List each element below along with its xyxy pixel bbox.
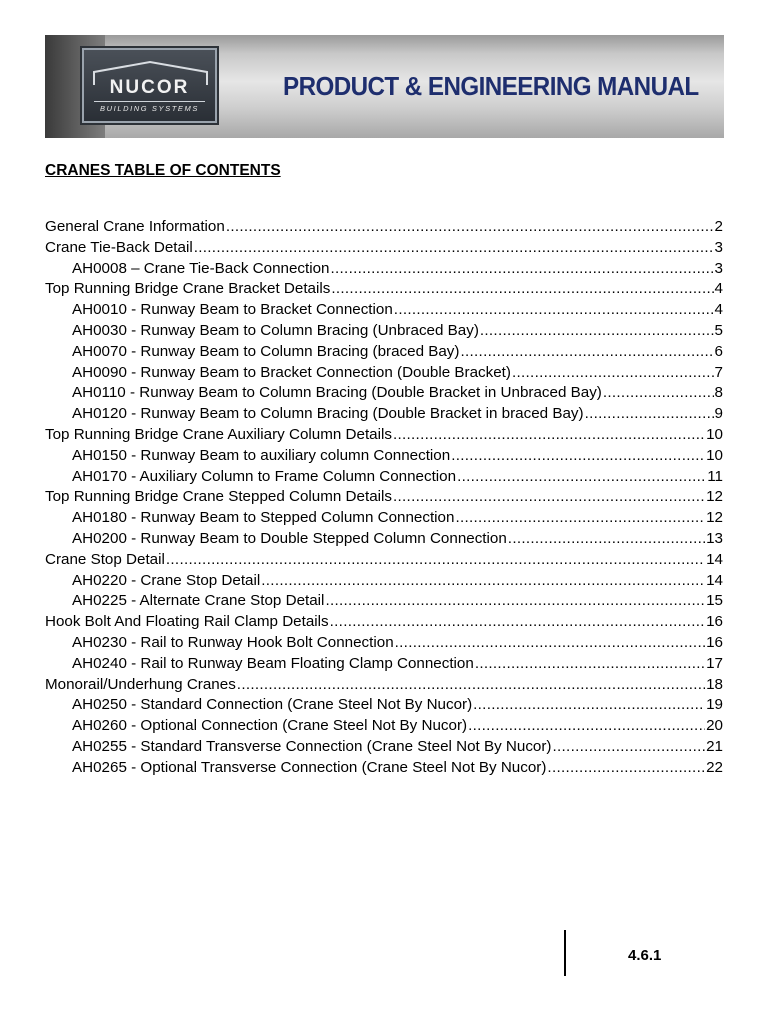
toc-entry[interactable] xyxy=(45,218,723,239)
toc-entry-page: 4 xyxy=(714,280,723,298)
toc-dot-leader xyxy=(451,447,705,464)
toc-entry-title: AH0030 - Runway Beam to Column Bracing (Unbraced Bay) xyxy=(72,321,479,339)
toc-subentry[interactable] xyxy=(45,655,723,676)
toc-entry[interactable] xyxy=(45,613,723,634)
toc-entry-page: 14 xyxy=(706,550,723,568)
toc-entry-page: 16 xyxy=(706,613,723,631)
toc-dot-leader xyxy=(237,676,705,693)
toc-entry-title: AH0008 – Crane Tie-Back Connection xyxy=(72,259,330,277)
toc-entry-page: 22 xyxy=(706,758,723,776)
toc-subentry[interactable] xyxy=(45,260,723,281)
toc-dot-leader xyxy=(460,343,713,360)
toc-subentry[interactable] xyxy=(45,343,723,364)
toc-entry-page: 12 xyxy=(706,488,723,506)
toc-entry-page: 19 xyxy=(706,696,723,714)
toc-entry-title: AH0255 - Standard Transverse Connection (Crane Steel Not By Nucor) xyxy=(72,737,552,755)
toc-entry-title: AH0180 - Runway Beam to Stepped Column Connection xyxy=(72,509,455,527)
toc-entry-title: AH0120 - Runway Beam to Column Bracing (Double Bracket in braced Bay) xyxy=(72,405,584,423)
toc-dot-leader xyxy=(393,426,705,443)
toc-entry[interactable] xyxy=(45,488,723,509)
toc-entry-title: General Crane Information xyxy=(45,218,225,235)
toc-dot-leader xyxy=(585,405,714,422)
toc-entry-title: AH0070 - Runway Beam to Column Bracing (braced Bay) xyxy=(72,342,460,360)
toc-entry[interactable] xyxy=(45,239,723,260)
toc-dot-leader xyxy=(552,738,705,755)
toc-dot-leader xyxy=(547,759,705,776)
toc-dot-leader xyxy=(508,530,705,547)
toc-subentry[interactable] xyxy=(45,530,723,551)
toc-subentry[interactable] xyxy=(45,322,723,343)
toc-dot-leader xyxy=(330,613,705,630)
toc-entry-page: 4 xyxy=(714,301,723,319)
toc-entry-page: 16 xyxy=(706,633,723,651)
toc-entry-page: 7 xyxy=(714,363,723,381)
toc-entry-page: 10 xyxy=(706,446,723,464)
toc-entry-title: AH0265 - Optional Transverse Connection (Crane Steel Not By Nucor) xyxy=(72,758,547,776)
toc-dot-leader xyxy=(331,280,713,297)
toc-entry-title: AH0200 - Runway Beam to Double Stepped Column Connection xyxy=(72,529,507,547)
toc-entry-page: 2 xyxy=(714,218,723,235)
toc-subentry[interactable] xyxy=(45,405,723,426)
header-banner xyxy=(45,35,724,138)
toc-entry-page: 13 xyxy=(706,529,723,547)
toc-entry-page: 11 xyxy=(707,467,723,485)
toc-dot-leader xyxy=(455,509,705,526)
toc-entry-title: AH0240 - Rail to Runway Beam Floating Clamp Connection xyxy=(72,654,474,672)
toc-subentry[interactable] xyxy=(45,364,723,385)
toc-dot-leader xyxy=(226,218,714,235)
toc-entry[interactable] xyxy=(45,551,723,572)
toc-entry-title: AH0170 - Auxiliary Column to Frame Column Connection xyxy=(72,467,457,485)
toc-entry-title: Crane Tie-Back Detail xyxy=(45,238,193,256)
toc-entry-title: AH0230 - Rail to Runway Hook Bolt Connection xyxy=(72,633,394,651)
toc-subentry[interactable] xyxy=(45,717,723,738)
toc-dot-leader xyxy=(194,239,714,256)
toc-dot-leader xyxy=(457,468,706,485)
toc-dot-leader xyxy=(512,364,714,381)
toc-subentry[interactable] xyxy=(45,572,723,593)
toc-entry-page: 12 xyxy=(706,509,723,527)
toc-subentry[interactable] xyxy=(45,384,723,405)
toc-entry-title: Top Running Bridge Crane Auxiliary Column Details xyxy=(45,425,392,443)
toc-subentry[interactable] xyxy=(45,301,723,322)
table-of-contents xyxy=(45,218,723,780)
toc-entry-page: 17 xyxy=(706,654,723,672)
nucor-logo xyxy=(82,48,217,123)
toc-subentry[interactable] xyxy=(45,592,723,613)
toc-subentry[interactable] xyxy=(45,447,723,468)
toc-entry-title: AH0010 - Runway Beam to Bracket Connection xyxy=(72,301,393,319)
toc-entry-title: AH0260 - Optional Connection (Crane Steel Not By Nucor) xyxy=(72,717,468,735)
toc-entry-page: 20 xyxy=(706,717,723,735)
toc-subentry[interactable] xyxy=(45,634,723,655)
toc-dot-leader xyxy=(480,322,714,339)
toc-entry-title: Top Running Bridge Crane Stepped Column Details xyxy=(45,488,392,506)
toc-entry-page: 3 xyxy=(714,238,723,256)
logo-name: NUCOR xyxy=(109,77,190,98)
toc-entry-page: 18 xyxy=(706,675,723,693)
toc-entry-title: AH0220 - Crane Stop Detail xyxy=(72,571,261,589)
toc-entry-title: Crane Stop Detail xyxy=(45,550,165,568)
toc-entry-page: 14 xyxy=(706,571,723,589)
toc-dot-leader xyxy=(331,260,714,277)
toc-dot-leader xyxy=(468,717,705,734)
toc-entry-page: 15 xyxy=(706,592,723,610)
toc-entry-title: Hook Bolt And Floating Rail Clamp Details xyxy=(45,613,329,631)
page-number: 4.6.1 xyxy=(628,947,662,964)
manual-title: PRODUCT & ENGINEERING MANUAL xyxy=(283,71,699,101)
toc-entry-title: AH0090 - Runway Beam to Bracket Connection (Double Bracket) xyxy=(72,363,511,381)
logo-divider xyxy=(94,101,205,102)
toc-entry-page: 10 xyxy=(706,425,723,443)
toc-entry-title: AH0150 - Runway Beam to auxiliary column Connection xyxy=(72,446,451,464)
toc-entry-page: 3 xyxy=(714,259,723,277)
toc-entry-page: 8 xyxy=(714,384,723,402)
toc-dot-leader xyxy=(394,301,714,318)
toc-dot-leader xyxy=(473,696,705,713)
toc-entry-title: Top Running Bridge Crane Bracket Details xyxy=(45,280,331,298)
toc-entry-title: Monorail/Underhung Cranes xyxy=(45,675,236,693)
toc-dot-leader xyxy=(393,488,705,505)
toc-entry-page: 5 xyxy=(714,321,723,339)
toc-subentry[interactable] xyxy=(45,759,723,780)
toc-entry[interactable] xyxy=(45,676,723,697)
toc-entry[interactable] xyxy=(45,280,723,301)
toc-dot-leader xyxy=(325,592,705,609)
toc-subentry[interactable] xyxy=(45,738,723,759)
toc-dot-leader xyxy=(261,572,705,589)
toc-entry-page: 6 xyxy=(714,342,723,360)
toc-dot-leader xyxy=(395,634,705,651)
toc-subentry[interactable] xyxy=(45,696,723,717)
toc-entry-page: 21 xyxy=(706,737,723,755)
toc-entry-title: AH0110 - Runway Beam to Column Bracing (Double Bracket in Unbraced Bay) xyxy=(72,384,602,402)
toc-dot-leader xyxy=(166,551,705,568)
logo-tagline: BUILDING SYSTEMS xyxy=(100,104,199,113)
toc-subentry[interactable] xyxy=(45,509,723,530)
toc-subentry[interactable] xyxy=(45,468,723,489)
toc-entry[interactable] xyxy=(45,426,723,447)
toc-entry-page: 9 xyxy=(714,405,723,423)
toc-dot-leader xyxy=(603,384,714,401)
toc-entry-title: AH0225 - Alternate Crane Stop Detail xyxy=(72,592,325,610)
footer-divider xyxy=(564,930,566,976)
toc-dot-leader xyxy=(475,655,705,672)
toc-entry-title: AH0250 - Standard Connection (Crane Steel Not By Nucor) xyxy=(72,696,473,714)
toc-heading: CRANES TABLE OF CONTENTS xyxy=(45,162,281,179)
